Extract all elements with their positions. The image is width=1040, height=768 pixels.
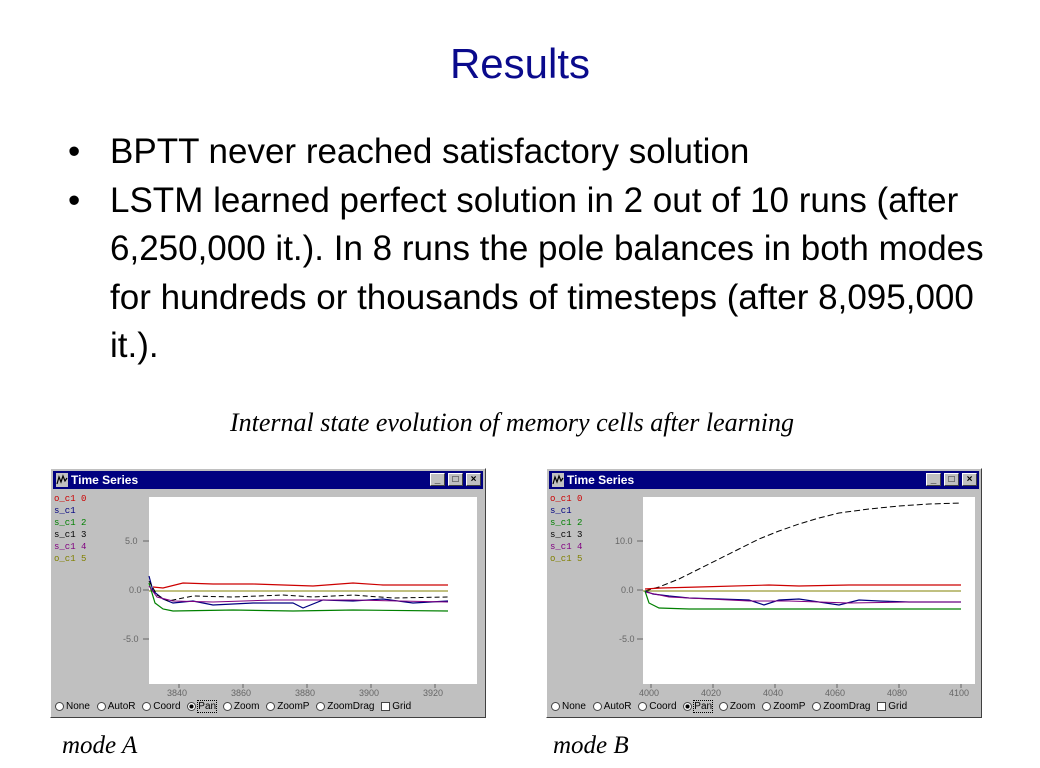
mode-options xyxy=(551,701,977,715)
close-icon[interactable]: × xyxy=(962,473,977,486)
legend-item: o_c1 5 xyxy=(54,554,87,564)
x-tick-label: 4100 xyxy=(949,688,970,698)
bullet-list xyxy=(68,128,998,371)
option-zoomp[interactable]: ZoomP xyxy=(762,701,805,712)
radio-icon xyxy=(316,702,325,711)
legend-item: s_c1 2 xyxy=(54,518,87,528)
grid-checkbox[interactable]: Grid xyxy=(381,701,411,712)
y-tick-label: 0.0 xyxy=(129,585,142,595)
option-pan[interactable]: Pan xyxy=(683,701,712,712)
x-tick-label: 4020 xyxy=(701,688,722,698)
bullet-item xyxy=(68,177,998,371)
x-tick-label: 4000 xyxy=(639,688,660,698)
y-tick-label: -5.0 xyxy=(123,634,139,644)
option-pan[interactable]: Pan xyxy=(187,701,216,712)
time-series-window-b[interactable] xyxy=(546,468,982,718)
window-title: Time Series xyxy=(71,473,139,487)
option-coord[interactable]: Coord xyxy=(142,701,180,712)
time-series-window-a[interactable] xyxy=(50,468,486,718)
bullet-symbol: • xyxy=(68,132,81,171)
y-tick-label: 5.0 xyxy=(125,536,138,546)
bullet-text: LSTM learned perfect solution in 2 out of 10 runs (after 6,250,000 it.). In 8 runs the pole balances in both modes for hundreds or thousands of timesteps (after 8,095,000 it.). xyxy=(110,180,984,365)
radio-icon xyxy=(223,702,232,711)
option-coord[interactable]: Coord xyxy=(638,701,676,712)
radio-icon xyxy=(142,702,151,711)
option-zoom[interactable]: Zoom xyxy=(223,701,260,712)
window-titlebar[interactable] xyxy=(549,471,979,489)
radio-icon xyxy=(638,702,647,711)
window-titlebar[interactable] xyxy=(53,471,483,489)
checkbox-icon xyxy=(877,702,886,711)
option-autor[interactable]: AutoR xyxy=(593,701,632,712)
legend-item: s_c1 xyxy=(54,506,76,516)
time-series-app-icon xyxy=(552,473,564,487)
bullet-item xyxy=(68,128,998,177)
option-zoom[interactable]: Zoom xyxy=(719,701,756,712)
option-autor[interactable]: AutoR xyxy=(97,701,136,712)
figure-caption: Internal state evolution of memory cells after learning xyxy=(230,408,794,437)
close-icon[interactable]: × xyxy=(466,473,481,486)
mode-options xyxy=(55,701,481,715)
legend-item: s_c1 4 xyxy=(54,542,87,552)
legend-item: s_c1 2 xyxy=(550,518,583,528)
maximize-icon[interactable]: □ xyxy=(448,473,463,486)
option-zoomp[interactable]: ZoomP xyxy=(266,701,309,712)
legend-item: o_c1 0 xyxy=(550,494,583,504)
option-zoomdrag[interactable]: ZoomDrag xyxy=(812,701,870,712)
radio-icon xyxy=(266,702,275,711)
x-tick-label: 3900 xyxy=(359,688,380,698)
slide-title: Results xyxy=(449,40,591,87)
option-zoomdrag[interactable]: ZoomDrag xyxy=(316,701,374,712)
checkbox-icon xyxy=(381,702,390,711)
radio-icon xyxy=(55,702,64,711)
x-tick-label: 4080 xyxy=(887,688,908,698)
time-series-app-icon xyxy=(56,473,68,487)
x-tick-label: 3920 xyxy=(423,688,444,698)
plot-area[interactable] xyxy=(53,491,481,699)
x-tick-label: 3860 xyxy=(231,688,252,698)
maximize-icon[interactable]: □ xyxy=(944,473,959,486)
x-tick-label: 4060 xyxy=(825,688,846,698)
radio-selected-icon xyxy=(187,702,196,711)
y-tick-label: 10.0 xyxy=(615,536,633,546)
bullet-text: BPTT never reached satisfactory solution xyxy=(110,132,750,171)
radio-icon xyxy=(593,702,602,711)
minimize-icon[interactable]: _ xyxy=(430,473,445,486)
radio-icon xyxy=(719,702,728,711)
radio-icon xyxy=(812,702,821,711)
window-title: Time Series xyxy=(567,473,635,487)
x-tick-label: 4040 xyxy=(763,688,784,698)
minimize-icon[interactable]: _ xyxy=(926,473,941,486)
legend xyxy=(54,493,87,565)
x-tick-label: 3840 xyxy=(167,688,188,698)
legend-item: s_c1 xyxy=(550,506,572,516)
plot-area[interactable] xyxy=(549,491,977,699)
radio-selected-icon xyxy=(683,702,692,711)
legend-item: s_c1 3 xyxy=(550,530,583,540)
option-none[interactable]: None xyxy=(55,701,90,712)
y-tick-label: 0.0 xyxy=(621,585,634,595)
option-none[interactable]: None xyxy=(551,701,586,712)
grid-checkbox[interactable]: Grid xyxy=(877,701,907,712)
legend-item: s_c1 3 xyxy=(54,530,87,540)
legend xyxy=(550,493,583,565)
x-tick-label: 3880 xyxy=(295,688,316,698)
radio-icon xyxy=(762,702,771,711)
bullet-symbol: • xyxy=(68,180,81,220)
mode-b-label: mode B xyxy=(553,732,629,759)
legend-item: o_c1 0 xyxy=(54,494,87,504)
legend-item: o_c1 5 xyxy=(550,554,583,564)
radio-icon xyxy=(97,702,106,711)
mode-a-label: mode A xyxy=(62,732,138,759)
legend-item: s_c1 4 xyxy=(550,542,583,552)
y-tick-label: -5.0 xyxy=(619,634,635,644)
radio-icon xyxy=(551,702,560,711)
